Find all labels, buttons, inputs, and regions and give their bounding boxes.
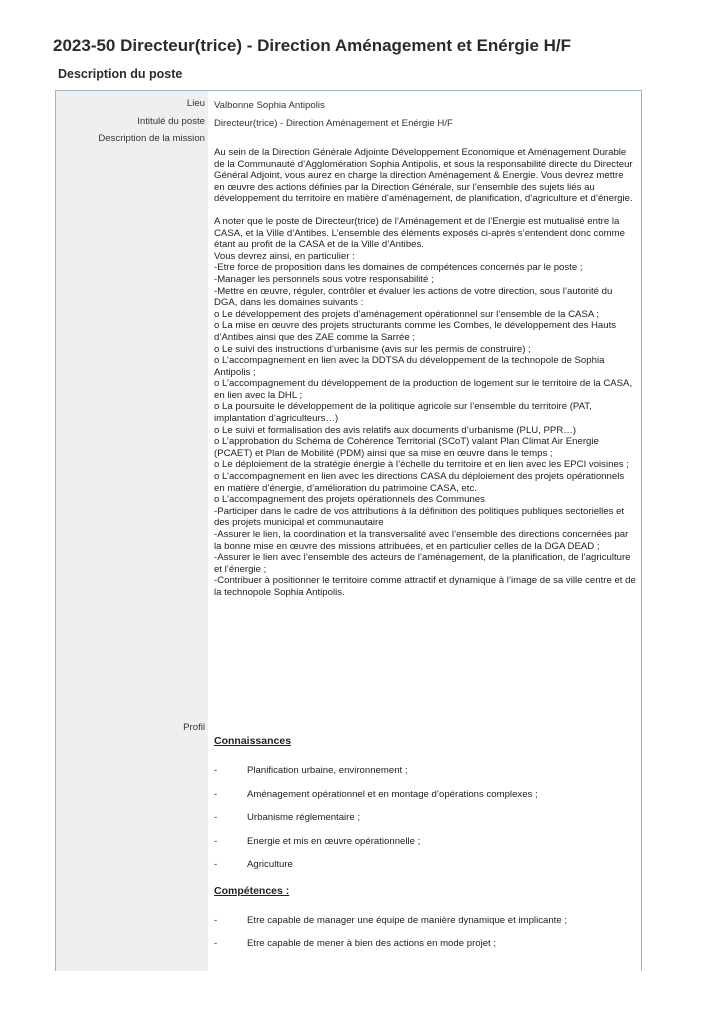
lieu-value: Valbonne Sophia Antipolis — [214, 100, 325, 111]
page-title: 2023-50 Directeur(trice) - Direction Aménagement et Enérgie H/F — [53, 36, 572, 55]
mission-paragraph: Au sein de la Direction Générale Adjointe Développement Economique et Aménagement Durable de la Communauté d’Agglomération Sophia Antipolis, et sous la responsabilité directe du Directeur Général Adjoint, vous aurez en charge la direction Aménagement & Energie. Vous devrez mettre en œuvre des actions définies par la Direction Générale, sur l’ensemble des sujets liés au développement du territoire en matière d’aménagement, de planification, d’agriculture et d’énergie. — [214, 147, 633, 205]
mission-line: o Le développement des projets d’aménagement opérationnel sur l’ensemble de la CASA ; — [214, 308, 600, 320]
label-column — [56, 91, 208, 971]
mission-line: o L’accompagnement en lien avec la DDTSA du développement de la technopole de Sophia Antipolis ; — [214, 355, 605, 378]
job-description-box — [55, 90, 642, 971]
mission-line: o L’approbation du Schéma de Cohérence Territorial (SCoT) valant Plan Climat Air Energie (PCAET) et Plan de Mobilité (PDM) ainsi que sa mise en œuvre dans le temps ; — [214, 436, 599, 459]
mission-line: Vous devrez ainsi, en particulier : — [214, 250, 355, 262]
mission-line: o La mise en œuvre des projets structurants comme les Combes, le développement des Hauts d’Antibes ainsi que des ZAE comme la Sarrée ; — [214, 320, 617, 343]
mission-line: -Assurer le lien avec l’ensemble des acteurs de l’aménagement, de la planification, de l’agriculture et l’énergie ; — [214, 552, 631, 575]
list-dash: - — [214, 812, 218, 823]
list-dash: - — [214, 859, 218, 870]
competences-list — [214, 915, 636, 962]
mission-line: -Manager les personnels sous votre responsabilité ; — [214, 273, 434, 285]
mission-line: -Participer dans le cadre de vos attributions à la définition des politiques publiques sectorielles et des projets municipal et communautaire — [214, 505, 625, 529]
mission-lines — [214, 251, 636, 599]
mission-text — [214, 147, 636, 599]
mission-line: o L’accompagnement du développement de la production de logement sur le territoire de la CASA, en lien avec la DHL ; — [214, 378, 633, 401]
list-item-text: Planification urbaine, environnement ; — [247, 765, 408, 776]
mission-line: o Le suivi des instructions d’urbanisme (avis sur les permis de construire) ; — [214, 343, 531, 355]
list-dash: - — [214, 835, 218, 847]
list-item-text: Urbanisme réglementaire ; — [247, 812, 361, 823]
list-dash: - — [214, 788, 218, 800]
label-mission: Description de la mission — [98, 133, 205, 144]
list-dash: - — [214, 765, 218, 776]
mission-line: o L’accompagnement en lien avec les directions CASA du déploiement des projets opérationnels en matière d’énergie, d’amélioration du patrimoine CASA, etc. — [214, 471, 625, 494]
label-profil: Profil — [183, 722, 205, 733]
mission-line: o La poursuite le développement de la politique agricole sur l’ensemble du territoire (PAT, implantation d’agriculteurs…) — [214, 401, 592, 425]
intitule-value: Directeur(trice) - Direction Aménagement et Enérgie H/F — [214, 118, 453, 129]
label-lieu: Lieu — [186, 98, 205, 109]
connaissances-heading: Connaissances — [214, 735, 292, 747]
list-item — [214, 765, 636, 789]
mission-line: -Assurer le lien, la coordination et la transversalité avec l’ensemble des directions concernées par la bonne mise en œuvre des missions attribuées, et en particulier celles de la DGA DEAD ; — [214, 529, 629, 552]
mission-line: o L’accompagnement des projets opérationnels des Communes — [214, 494, 485, 506]
list-item — [214, 812, 636, 836]
list-item-text: Etre capable de manager une équipe de manière dynamique et implicante ; — [247, 914, 567, 926]
list-item-text: Agriculture — [247, 859, 293, 870]
profil-section — [214, 735, 636, 962]
mission-line: -Mettre en œuvre, réguler, contrôler et évaluer les actions de votre direction, sous l’autorité du DGA, dans les domaines suivants : — [214, 285, 613, 309]
list-item — [214, 938, 636, 962]
list-item-text: Etre capable de mener à bien des actions en mode projet ; — [247, 938, 497, 949]
list-item — [214, 859, 636, 883]
list-item — [214, 915, 636, 939]
list-item-text: Aménagement opérationnel et en montage d’opérations complexes ; — [247, 788, 538, 800]
list-dash: - — [214, 938, 218, 949]
list-item — [214, 789, 636, 813]
list-item — [214, 836, 636, 860]
list-dash: - — [214, 914, 218, 926]
mission-line: o Le suivi et formalisation des avis relatifs aux documents d’urbanisme (PLU, PPR…) — [214, 424, 577, 436]
mission-line: -Etre force de proposition dans les domaines de compétences concernés par le poste ; — [214, 262, 583, 274]
mission-paragraph: A noter que le poste de Directeur(trice) de l’Aménagement et de l’Energie est mutualisé entre la CASA, et la Ville d’Antibes. L’ensemble des éléments exposés ci-après s’entendent donc comme étant au profit de la CASA et de la Ville d’Antibes. — [214, 215, 625, 251]
list-item-text: Energie et mis en œuvre opérationnelle ; — [247, 835, 421, 847]
mission-line: o Le déploiement de la stratégie énergie à l’échelle du territoire et en lien avec les EPCI voisines ; — [214, 459, 629, 471]
connaissances-list — [214, 765, 636, 883]
competences-heading: Compétences : — [214, 884, 290, 897]
section-heading: Description du poste — [58, 67, 183, 81]
label-intitule: Intitulé du poste — [137, 116, 205, 127]
mission-line: -Contribuer à positionner le territoire comme attractif et dynamique à l’image de sa ville centre et de la technopole Sophia Antipolis. — [214, 575, 636, 598]
